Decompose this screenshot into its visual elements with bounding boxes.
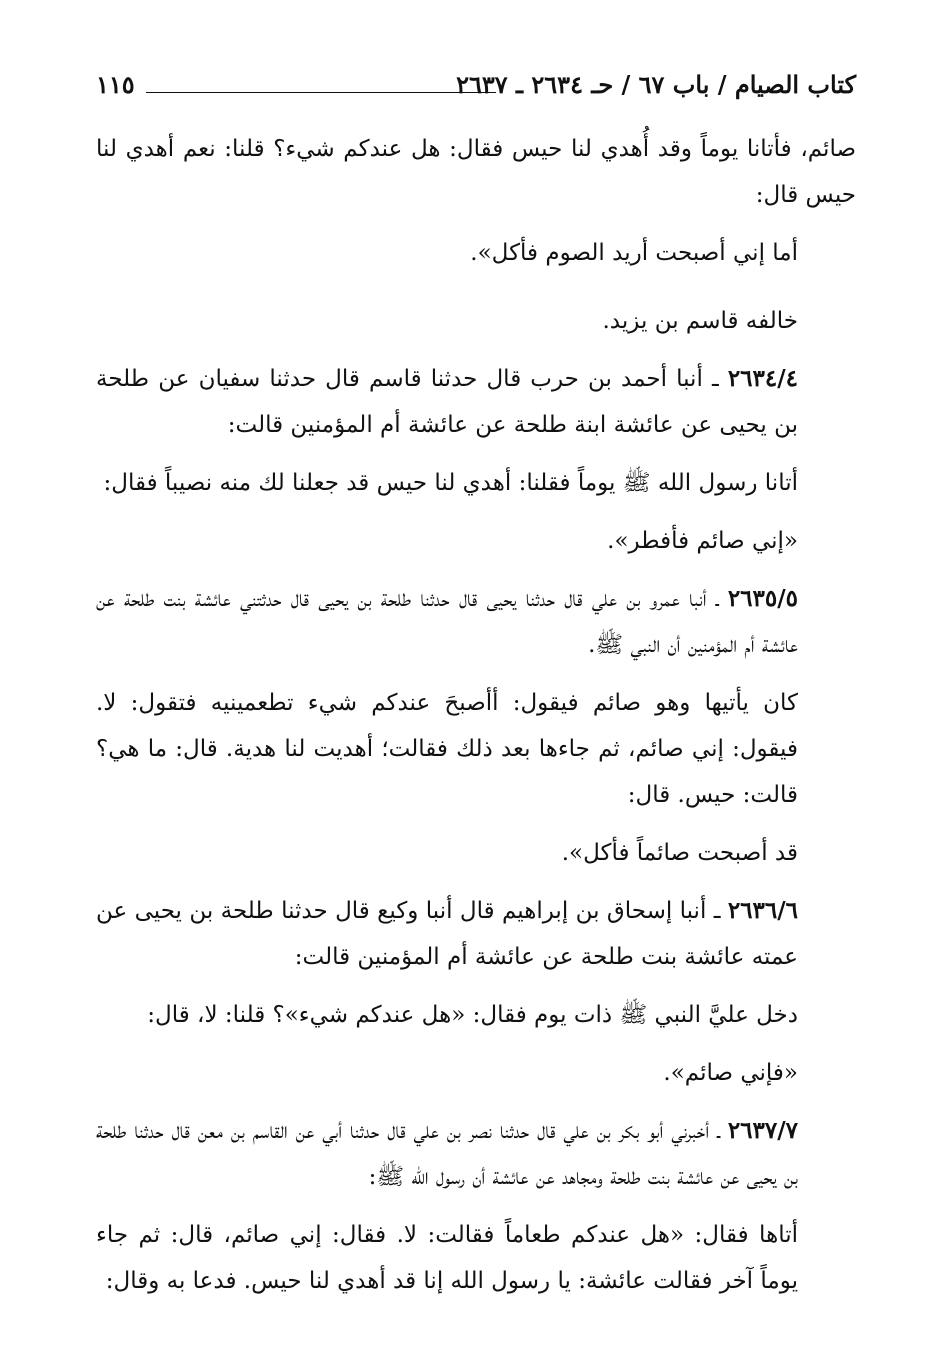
paragraph: [96, 298, 856, 344]
paragraph-text: قد أصبحت صائماً فأكل».: [561, 840, 798, 866]
paragraph: [96, 126, 856, 218]
header-title: كتاب الصيام / باب ٦٧ / حـ ٢٦٣٤ ـ ٢٦٣٧: [456, 70, 856, 99]
header-rule: [146, 92, 496, 93]
hadith-number: ٢٦٣٧/٧: [727, 1117, 798, 1144]
quote-paragraph: [96, 230, 856, 276]
paragraph-text: أما إني أصبحت أريد الصوم فأكل».: [470, 240, 798, 266]
quote-paragraph: [96, 518, 856, 564]
hadith-paragraph: [96, 576, 856, 668]
quote-paragraph: [96, 460, 856, 506]
paragraph-text: دخل عليَّ النبي ﷺ ذات يوم فقال: «هل عندكم شيء»؟ قلنا: لا، قال:: [147, 1002, 798, 1028]
hadith-paragraph: [96, 1108, 856, 1200]
hadith-paragraph: [96, 888, 856, 980]
hadith-number: ٢٦٣٤/٤: [727, 365, 798, 392]
quote-paragraph: [96, 1050, 856, 1096]
paragraph-text: صائم، فأتانا يوماً وقد أُهدي لنا حيس فقال: هل عندكم شيء؟ قلنا: نعم أهدي لنا حيس قال:: [96, 136, 856, 208]
paragraph-text: كان يأتيها وهو صائم فيقول: أأصبحَ عندكم شيء تطعمينيه فتقول: لا. فيقول: إني صائم، ثم جاءها بعد ذلك فقالت؛ أهديت لنا هدية. قال: ما هي؟ قالت: حيس. قال:: [96, 690, 798, 808]
paragraph-text: «فإني صائم».: [663, 1060, 798, 1086]
paragraph-text: أتاها فقال: «هل عندكم طعاماً فقالت: لا. فقال: إني صائم، قال: ثم جاء يوماً آخر فقالت عائشة: يا رسول الله إنا قد أهدي لنا حيس. فدعا به وقال:: [96, 1222, 798, 1294]
running-header: [96, 70, 856, 110]
hadith-number: ٢٦٣٥/٥: [727, 585, 798, 612]
paragraph-text: أتانا رسول الله ﷺ يوماً فقلنا: أهدي لنا حيس قد جعلنا لك منه نصيباً فقال:: [103, 470, 798, 496]
hadith-paragraph: [96, 356, 856, 448]
paragraph-text: ـ أنبا أحمد بن حرب قال حدثنا قاسم قال حدثنا سفيان عن طلحة بن يحيى عن عائشة ابنة طلحة عن عائشة أم المؤمنين قالت:: [96, 366, 798, 438]
quote-paragraph: [96, 1212, 856, 1304]
paragraph-text: خالفه قاسم بن يزيد.: [602, 308, 798, 334]
quote-paragraph: [96, 830, 856, 876]
paragraph-text: ـ أنبا عمرو بن علي قال حدثنا يحيى قال حدثنا طلحة بن يحيى قال حدثتني عائشة بنت طلحة عن عائشة أم المؤمنين أن النبي ﷺ.: [96, 586, 798, 658]
page-number: ١١٥: [96, 70, 135, 99]
paragraph-text: ـ أخبرني أبو بكر بن علي قال حدثنا نصر بن علي قال حدثنا أبي عن القاسم بن معن قال حدثنا طلحة بن يحيى عن عائشة بنت طلحة ومجاهد عن عائشة أن رسول الله ﷺ:: [96, 1118, 798, 1190]
paragraph-text: «إني صائم فأفطر».: [607, 528, 798, 554]
hadith-number: ٢٦٣٦/٦: [727, 897, 798, 924]
paragraph-text: ـ أنبا إسحاق بن إبراهيم قال أنبا وكيع قال حدثنا طلحة بن يحيى عن عمته عائشة بنت طلحة عن عائشة أم المؤمنين قالت:: [96, 898, 798, 970]
quote-paragraph: [96, 992, 856, 1038]
page-body: [96, 126, 856, 1316]
quote-paragraph: [96, 680, 856, 818]
